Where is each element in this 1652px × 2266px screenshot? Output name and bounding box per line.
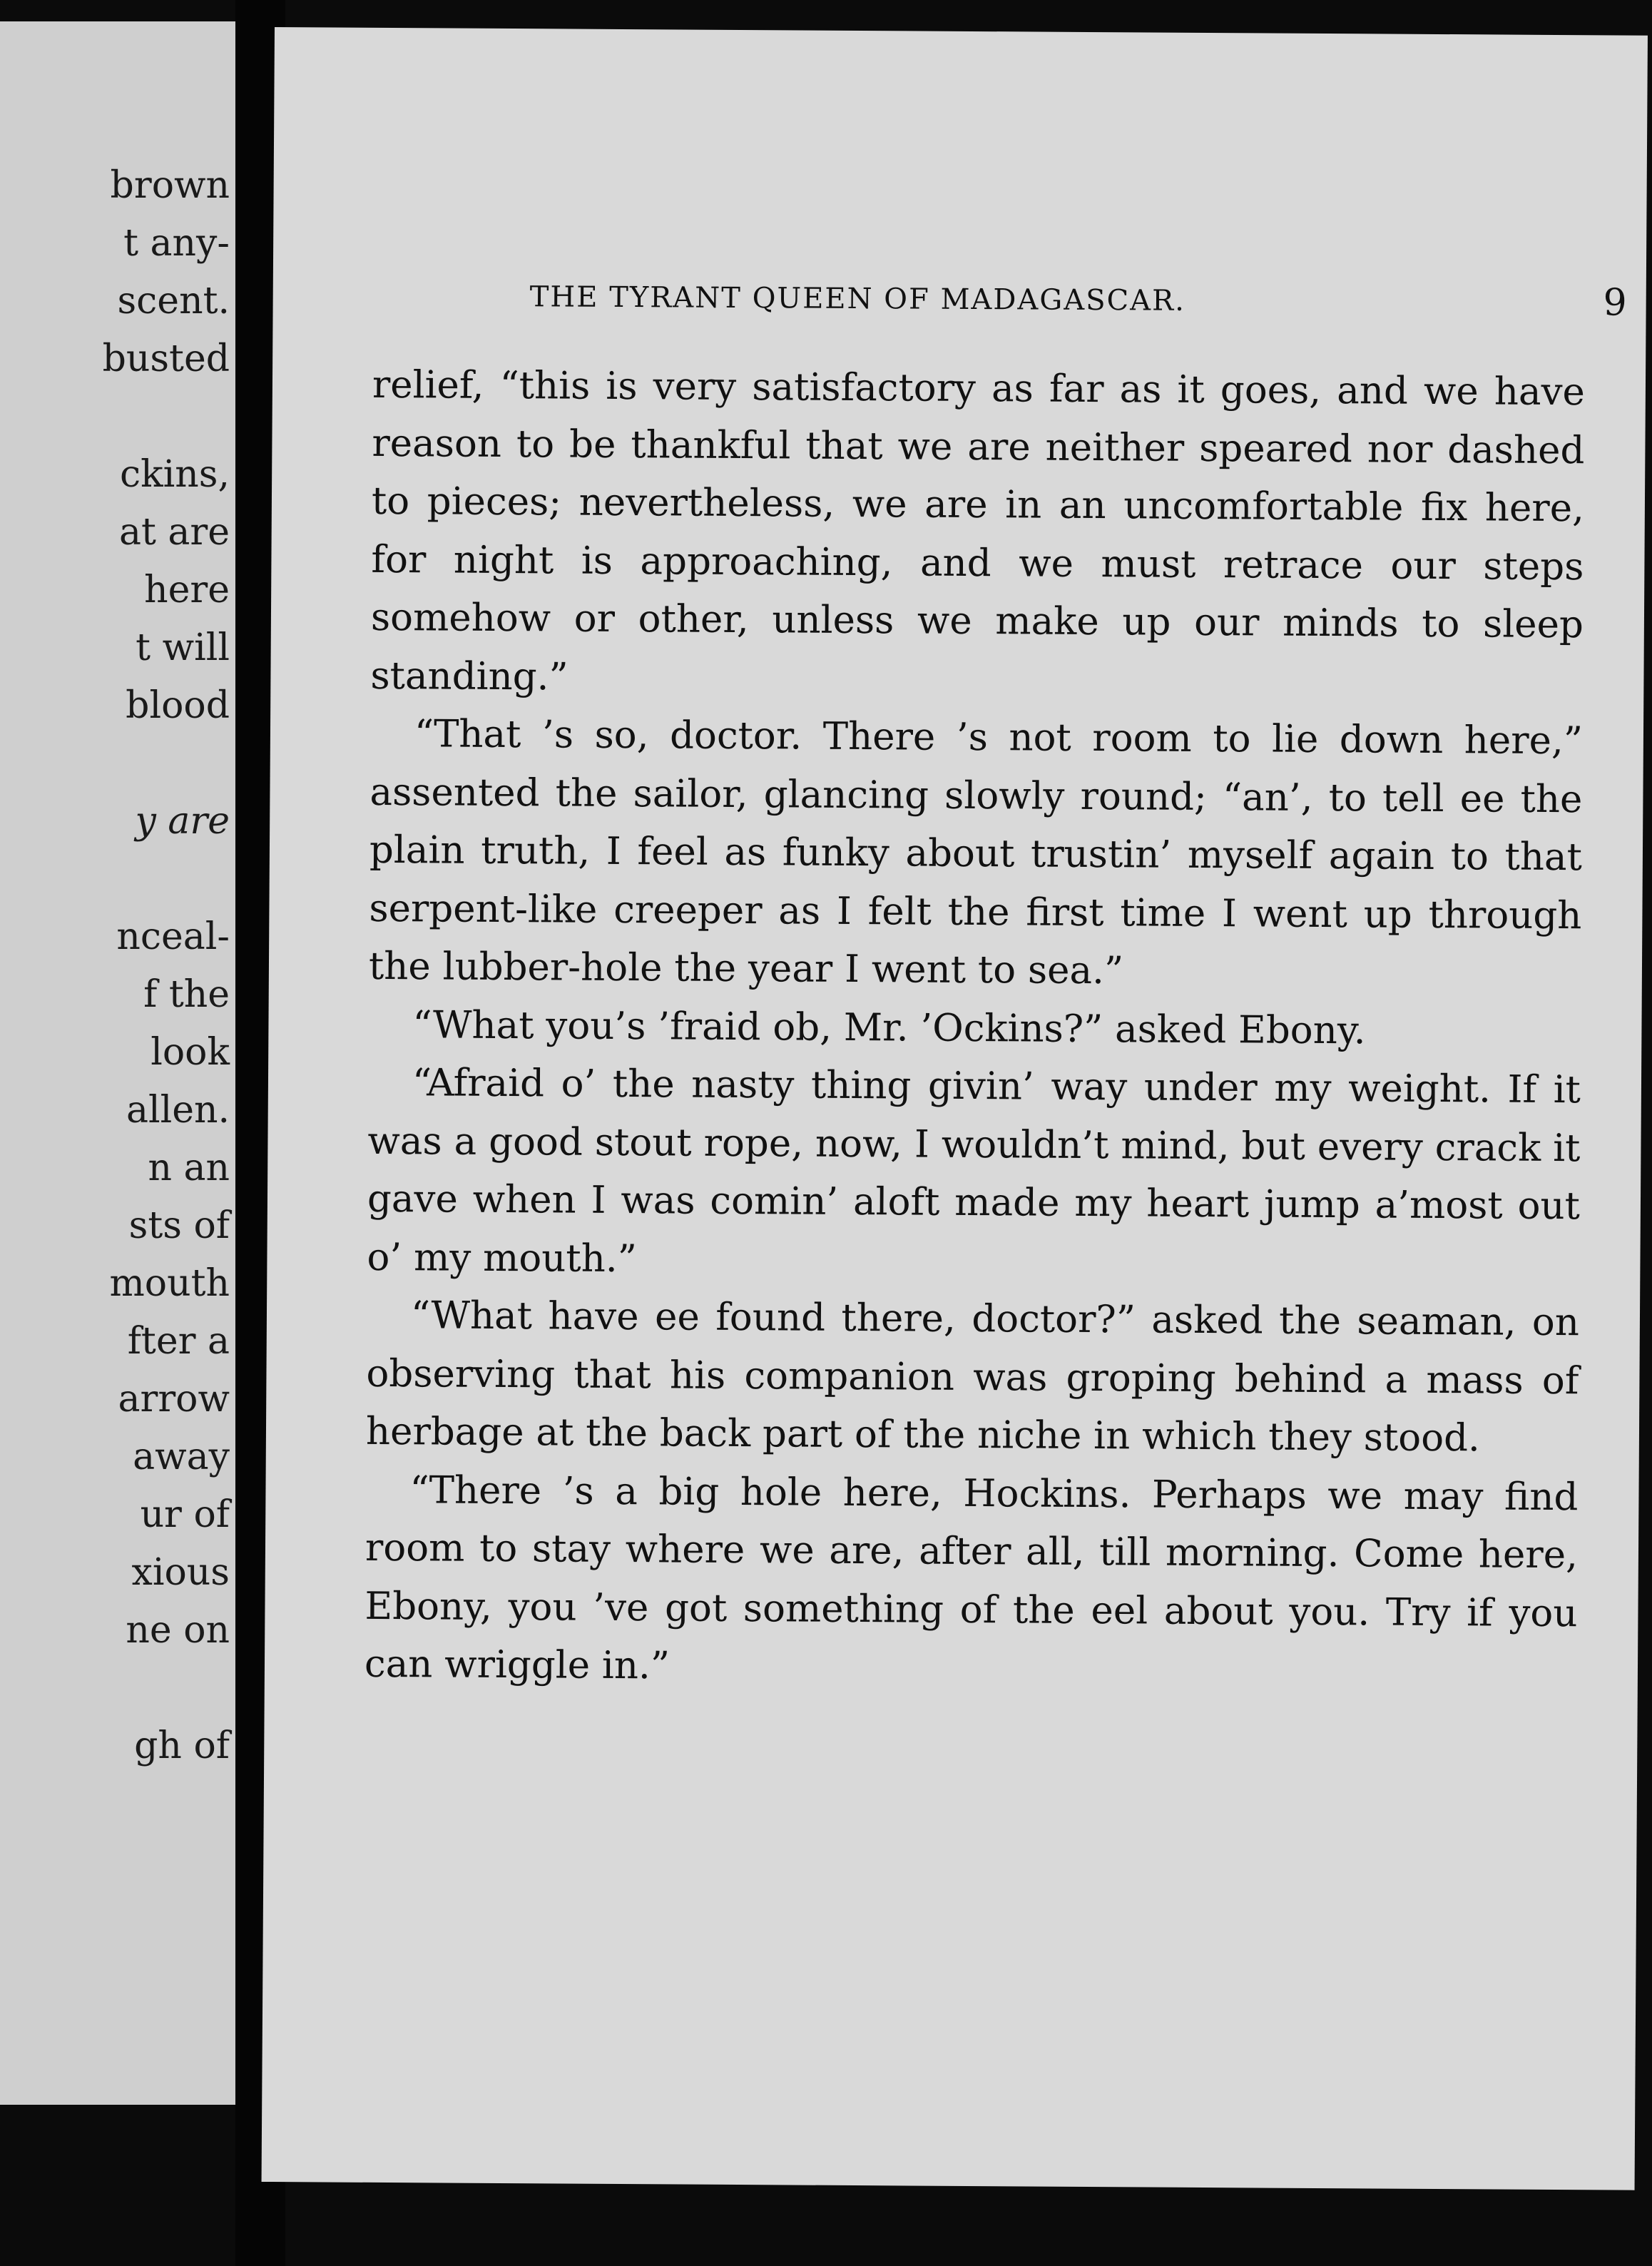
- left-page-fragment: y are: [135, 800, 230, 843]
- page-number: 9: [1603, 281, 1628, 325]
- left-page-fragment: busted: [102, 337, 230, 380]
- left-page-fragment: sts of: [128, 1204, 230, 1247]
- left-page-fragment: t any-: [123, 222, 230, 265]
- paragraph: “What you’s ’fraid ob, Mr. ’Ockins?” asked Ebony.: [412, 1002, 1366, 1052]
- left-page-fragment: n an: [148, 1147, 230, 1189]
- paragraph: “That ’s so, doctor. There ’s not room to lie down here,” assented the sailor, glancing slowly round; “an’, to tell ee the plain truth, I feel as funky about trustin’ myself again to that serpent-like creeper as I felt the first time I went up through the lubber-hole the year I went to sea.”: [368, 712, 1584, 993]
- left-page-fragment: brown: [110, 164, 230, 207]
- paragraph: relief, “this is very satisfactory as far as it goes, and we have reason to be thankful that we are neither speared nor dashed to pieces; nevertheless, we are in an uncomfortable fix here, for night is approaching, and we must retrace our steps somehow or other, unless we make up our minds to sleep standing.”: [370, 362, 1586, 699]
- left-page-fragment: t will: [136, 626, 230, 669]
- left-page-fragment: f the: [143, 973, 230, 1016]
- left-facing-page: [0, 21, 235, 2105]
- left-page-fragment: blood: [126, 684, 230, 727]
- paragraph: “What have ee found there, doctor?” asked the seaman, on observing that his companion was groping behind a mass of herbage at the back part of the niche in which they stood.: [365, 1294, 1580, 1460]
- left-page-fragment: at are: [118, 511, 230, 554]
- left-page-fragment: away: [133, 1436, 230, 1478]
- left-page-fragment: xious: [131, 1551, 230, 1594]
- left-page-fragment: ur of: [140, 1493, 230, 1536]
- left-page-fragment: gh of: [134, 1724, 230, 1767]
- left-page-fragment: mouth: [109, 1262, 230, 1305]
- left-page-fragment: here: [144, 569, 230, 611]
- book-page: [262, 27, 1648, 2190]
- left-page-fragment: allen.: [126, 1089, 230, 1132]
- running-title: THE TYRANT QUEEN OF MADAGASCAR.: [529, 280, 1186, 317]
- paragraph: “Afraid o’ the nasty thing givin’ way under my weight. If it was a good stout rope, now, I wouldn’t mind, but every crack it gave when I was comin’ aloft made my heart jump a’most out o’ my mouth.”: [367, 1061, 1581, 1281]
- paragraph: “There ’s a big hole here, Hockins. Perhaps we may find room to stay where we are, after all, till morning. Come here, Ebony, you ’ve got something of the eel about you. Try if you can wriggle in.”: [364, 1468, 1579, 1688]
- left-page-fragment: look: [151, 1031, 230, 1074]
- left-page-fragment: scent.: [117, 280, 230, 322]
- body-text: [364, 356, 1585, 1701]
- left-page-fragment: arrow: [118, 1378, 230, 1421]
- left-page-fragment: fter a: [127, 1320, 230, 1363]
- left-page-fragment: ne on: [126, 1609, 230, 1652]
- page-header: [529, 275, 1628, 331]
- left-page-fragment: ckins,: [120, 453, 230, 496]
- left-page-fragment: nceal-: [116, 915, 230, 958]
